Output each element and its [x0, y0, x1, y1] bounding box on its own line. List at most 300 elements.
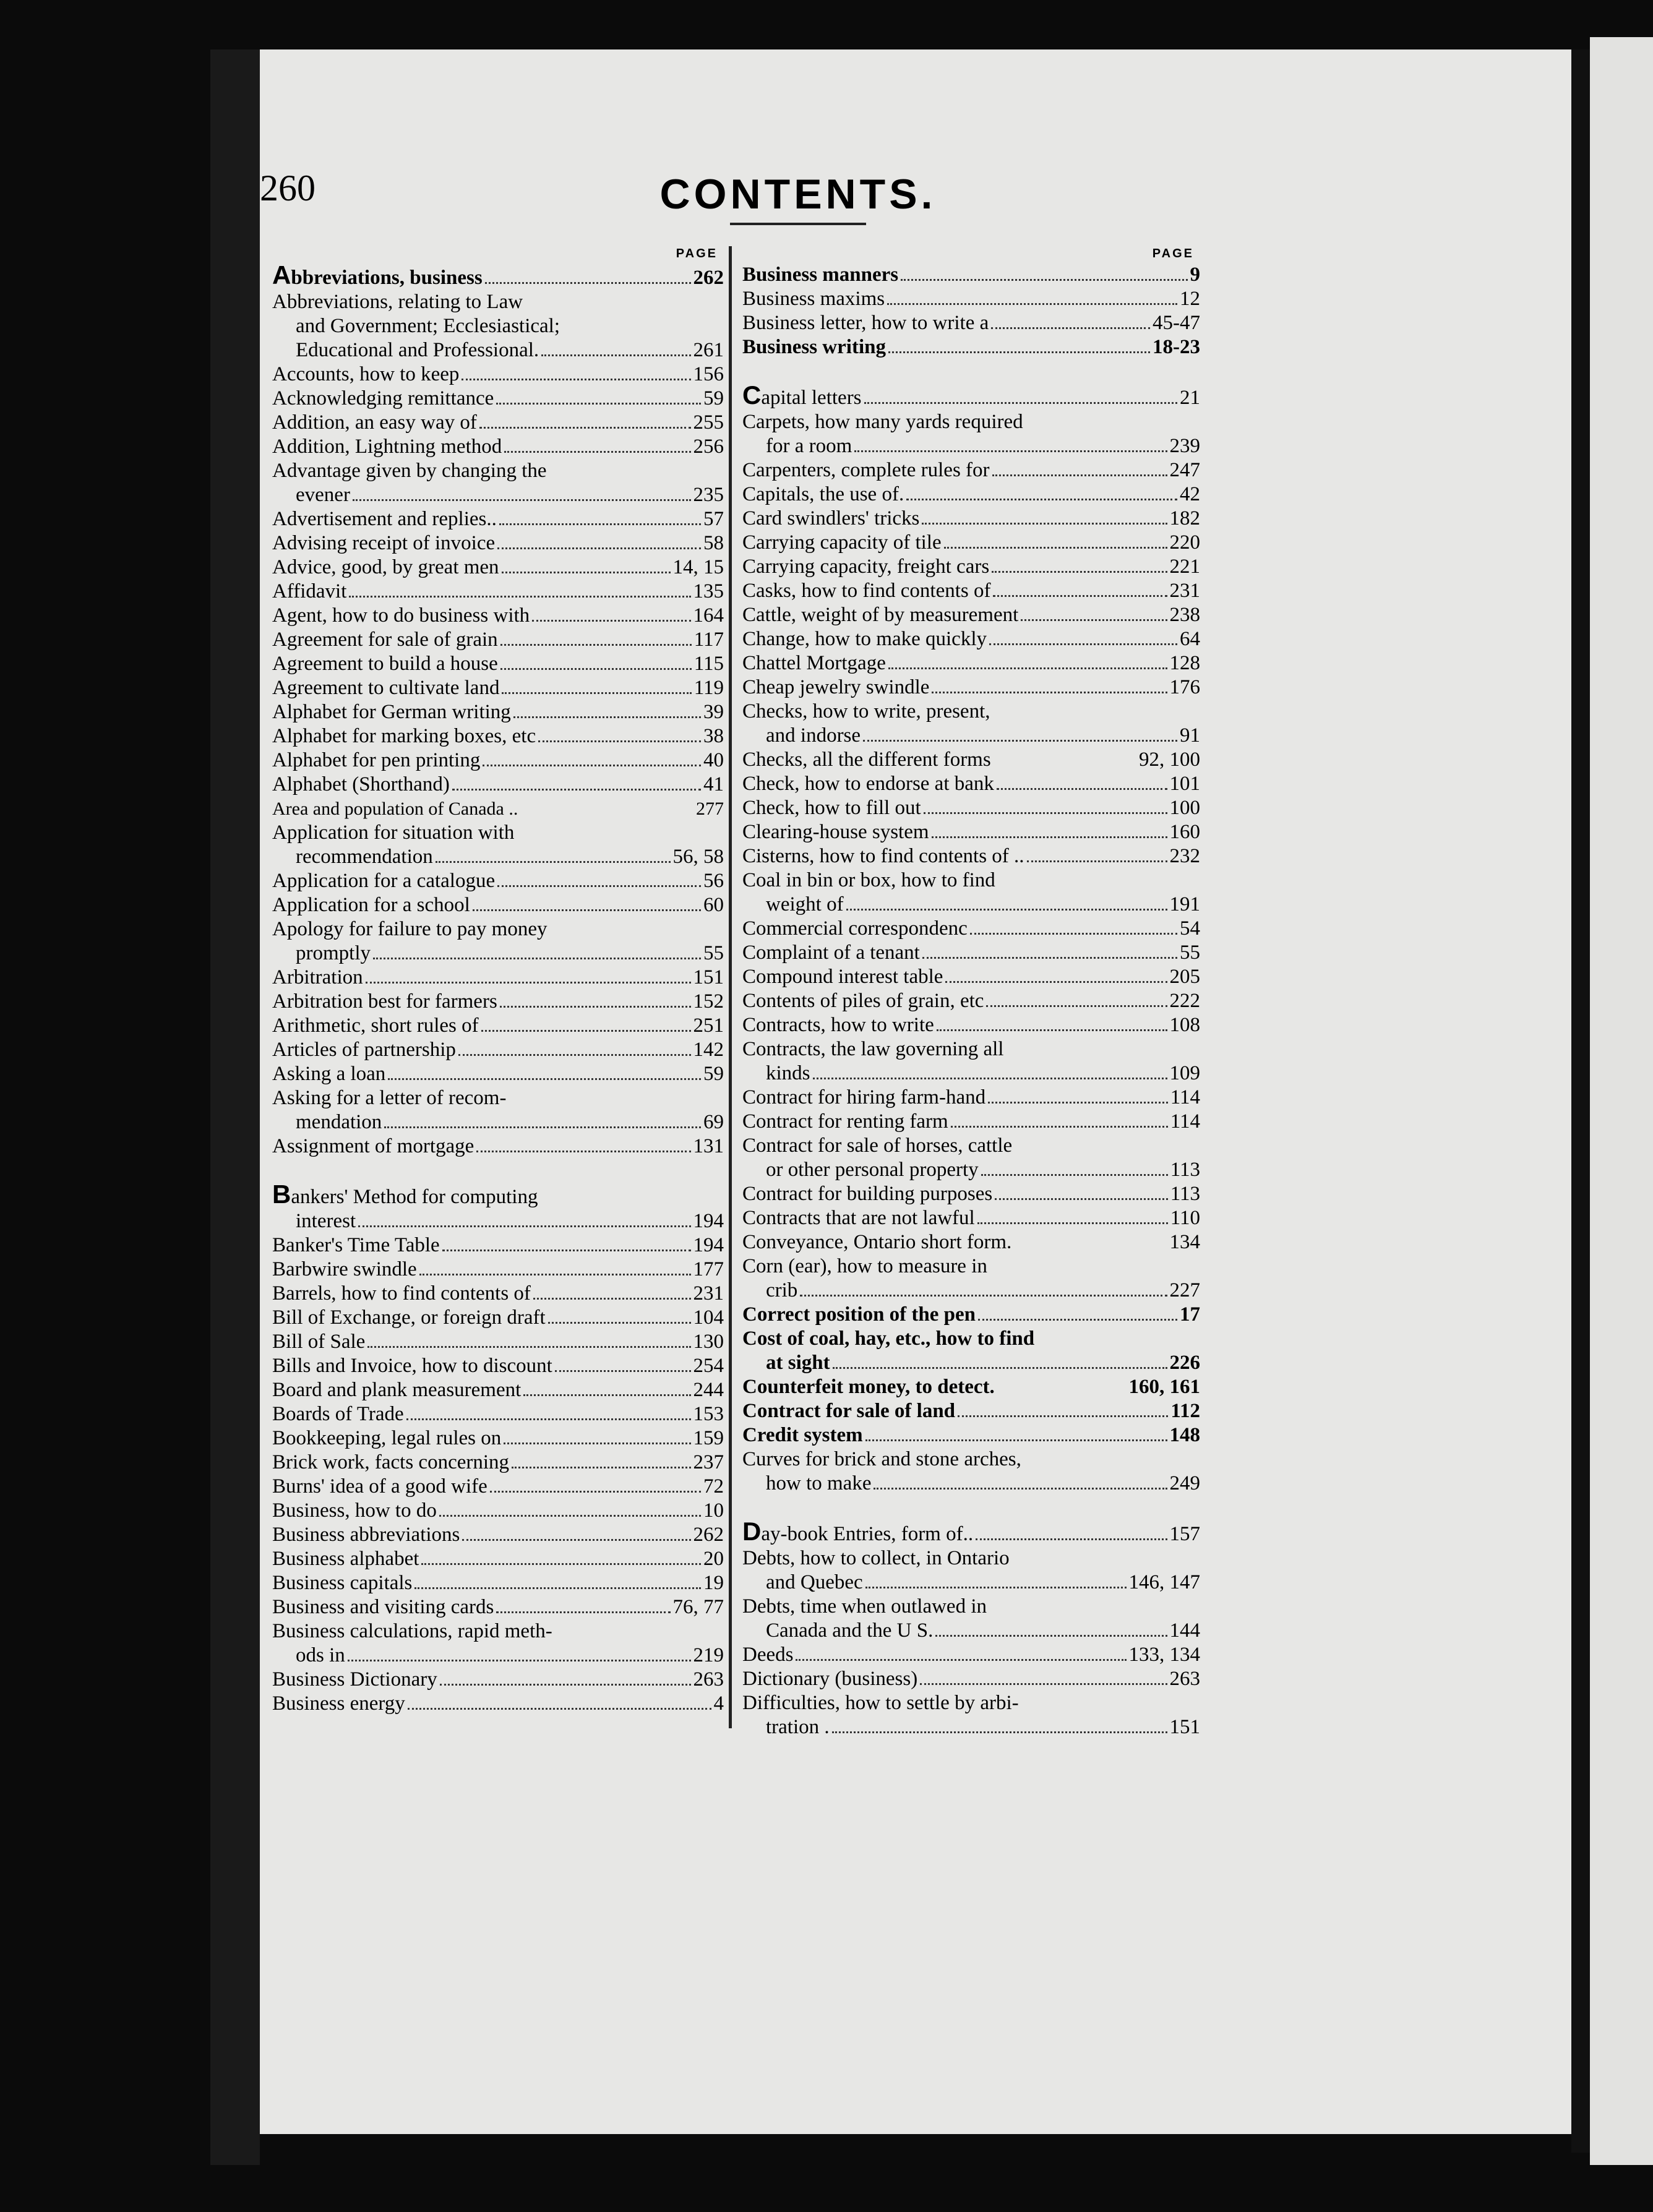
- entry-page: 144: [1169, 1619, 1200, 1642]
- entry-text: Agreement for sale of grain: [272, 628, 498, 651]
- leader-dots: [500, 1006, 691, 1008]
- entry-page: 109: [1169, 1062, 1200, 1084]
- entry-page: 146, 147: [1128, 1571, 1200, 1593]
- entry-list: [742, 263, 1200, 1739]
- entry-text: Addition, an easy way of: [272, 411, 477, 434]
- entry-text: Application for situation with: [272, 821, 515, 844]
- index-entry: [272, 652, 724, 676]
- entry-page: 57: [703, 508, 724, 530]
- entry-page: 249: [1169, 1472, 1200, 1494]
- leader-dots: [502, 572, 671, 573]
- leader-dots: [981, 1174, 1168, 1176]
- index-entry: [742, 627, 1200, 651]
- index-entry: [742, 507, 1200, 531]
- entry-text: ods in: [296, 1644, 345, 1666]
- leader-dots: [502, 692, 691, 694]
- entry-text: Check, how to endorse at bank: [742, 773, 994, 795]
- entry-text: Change, how to make quickly: [742, 628, 987, 650]
- index-entry: [742, 335, 1200, 359]
- index-entry: [272, 290, 724, 314]
- index-entry: [272, 845, 724, 869]
- index-entry: [272, 1692, 724, 1716]
- entry-text: Carrying capacity of tile: [742, 531, 942, 554]
- index-entry: [272, 435, 724, 459]
- entry-text: Asking for a letter of recom-: [272, 1087, 507, 1109]
- index-entry: [742, 1351, 1200, 1375]
- entry-text: Carrying capacity, freight cars: [742, 555, 990, 578]
- index-entry: [742, 287, 1200, 311]
- entry-page: 160, 161: [1128, 1376, 1200, 1398]
- index-entry: [272, 1499, 724, 1523]
- entry-text: evener: [296, 484, 350, 506]
- section-gap: [742, 359, 1200, 383]
- section-initial: C: [742, 380, 762, 409]
- entry-text: Agent, how to do business with: [272, 604, 530, 627]
- entry-text: and indorse: [766, 724, 861, 747]
- entry-text: Checks, all the different forms: [742, 748, 991, 771]
- leader-dots: [991, 327, 1150, 329]
- leader-dots: [887, 303, 1177, 305]
- leader-dots: [958, 1415, 1168, 1417]
- index-entry: [272, 1038, 724, 1062]
- entry-text: Check, how to fill out: [742, 797, 921, 819]
- index-entry: [272, 797, 724, 821]
- entry-page: 113: [1170, 1183, 1200, 1205]
- index-entry: [742, 1667, 1200, 1691]
- entry-page: 235: [693, 484, 724, 506]
- entry-text: Business calculations, rapid meth-: [272, 1620, 552, 1642]
- index-entry: [272, 1523, 724, 1547]
- entry-page: 262: [693, 267, 724, 289]
- entry-page: 152: [693, 990, 724, 1013]
- entry-list: [272, 260, 724, 1716]
- entry-page: 17: [1180, 1303, 1200, 1326]
- adjacent-page-edge: [1590, 37, 1653, 2165]
- index-entry: [272, 966, 724, 990]
- index-entry: [272, 604, 724, 628]
- entry-page: 40: [703, 749, 724, 771]
- index-entry: [742, 941, 1200, 965]
- entry-text: Complaint of a tenant: [742, 941, 920, 964]
- entry-text: Alphabet (Shorthand): [272, 773, 450, 795]
- index-entry: [272, 700, 724, 724]
- entry-text: Counterfeit money, to detect.: [742, 1376, 995, 1398]
- entry-text: Advantage given by changing the: [272, 460, 547, 482]
- entry-page: 69: [703, 1111, 724, 1133]
- entry-page: 112: [1170, 1400, 1200, 1422]
- leader-dots: [976, 1538, 1167, 1540]
- entry-page: 176: [1169, 676, 1200, 698]
- index-entry: [742, 1546, 1200, 1571]
- entry-page: 114: [1170, 1110, 1200, 1133]
- index-entry: [742, 700, 1200, 724]
- index-entry: [742, 724, 1200, 748]
- entry-text: Business maxims: [742, 288, 885, 310]
- entry-text: for a room: [766, 435, 852, 457]
- column-divider: [729, 246, 732, 1728]
- leader-dots: [384, 1126, 701, 1128]
- entry-page: 59: [703, 387, 724, 409]
- leader-dots: [813, 1078, 1167, 1079]
- leader-dots: [997, 788, 1167, 790]
- index-entry: [742, 531, 1200, 555]
- entry-text: Business letter, how to write a: [742, 312, 989, 334]
- entry-text: Correct position of the pen: [742, 1303, 976, 1326]
- index-entry: [272, 362, 724, 387]
- leader-dots: [796, 1659, 1126, 1661]
- entry-page: 72: [703, 1475, 724, 1498]
- entry-text: Brick work, facts concerning: [272, 1451, 510, 1473]
- index-entry: [272, 748, 724, 773]
- entry-page: 18-23: [1153, 336, 1200, 358]
- leader-dots: [906, 499, 1177, 500]
- entry-text: Educational and Professional.: [296, 339, 539, 361]
- index-entry: [742, 675, 1200, 700]
- index-entry: [742, 1158, 1200, 1182]
- leader-dots: [504, 451, 690, 453]
- section-initial: B: [272, 1180, 291, 1209]
- leader-dots: [406, 1418, 691, 1420]
- index-entry: [742, 1472, 1200, 1496]
- index-entry: [742, 1110, 1200, 1134]
- leader-dots: [995, 1198, 1168, 1200]
- leader-dots: [864, 402, 1177, 404]
- leader-dots: [854, 450, 1167, 452]
- index-entry: [272, 1209, 724, 1233]
- entry-text: Casks, how to find contents of: [742, 580, 991, 602]
- entry-text: Bankers' Method for computing: [272, 1180, 538, 1209]
- entry-text: Agreement to cultivate land: [272, 677, 500, 699]
- index-entry: [742, 772, 1200, 796]
- index-entry: [742, 1327, 1200, 1351]
- entry-text: Addition, Lightning method: [272, 435, 502, 458]
- entry-text: recommendation: [296, 846, 433, 868]
- entry-text: Business writing: [742, 336, 886, 358]
- index-entry: [272, 260, 724, 290]
- contents-column-left: [272, 244, 724, 1716]
- index-entry: [272, 1062, 724, 1086]
- entry-text: Canada and the U S.: [766, 1619, 934, 1642]
- entry-page: 238: [1169, 604, 1200, 626]
- entry-page: 9: [1190, 264, 1200, 286]
- leader-dots: [548, 1322, 691, 1324]
- entry-page: 91: [1180, 724, 1200, 747]
- index-entry: [742, 989, 1200, 1013]
- entry-page: 160: [1169, 821, 1200, 843]
- index-entry: [272, 555, 724, 580]
- leader-dots: [935, 1635, 1167, 1637]
- index-entry: [272, 1571, 724, 1595]
- entry-page: 255: [693, 411, 724, 434]
- leader-dots: [414, 1587, 701, 1589]
- entry-text: tration .: [766, 1716, 830, 1738]
- leader-dots: [462, 1539, 690, 1541]
- leader-dots: [473, 909, 701, 911]
- entry-page: 12: [1180, 288, 1200, 310]
- entry-text: Coal in bin or box, how to find: [742, 869, 995, 891]
- leader-dots: [992, 474, 1167, 476]
- leader-dots: [499, 523, 701, 525]
- entry-page: 133, 134: [1128, 1644, 1200, 1666]
- leader-dots: [993, 595, 1167, 597]
- entry-text: crib: [766, 1279, 798, 1301]
- leader-dots: [937, 1029, 1167, 1031]
- leader-dots: [458, 1054, 691, 1056]
- entry-text: Contract for renting farm: [742, 1110, 948, 1133]
- index-entry: [742, 603, 1200, 627]
- leader-dots: [989, 643, 1177, 645]
- entry-text: Abbreviations, business: [272, 260, 483, 289]
- leader-dots: [485, 282, 691, 284]
- entry-text: Carpets, how many yards required: [742, 411, 1023, 433]
- index-entry: [272, 990, 724, 1014]
- entry-page: 108: [1169, 1014, 1200, 1036]
- index-entry: [272, 1354, 724, 1378]
- leader-dots: [496, 403, 701, 405]
- entry-text: Asking a loan: [272, 1063, 386, 1085]
- entry-page: 117: [693, 628, 724, 651]
- entry-page: 227: [1169, 1279, 1200, 1301]
- index-entry: [272, 531, 724, 555]
- index-entry: [742, 917, 1200, 941]
- leader-dots: [481, 1030, 691, 1032]
- entry-page: 261: [693, 339, 724, 361]
- index-entry: [272, 1182, 724, 1209]
- entry-page: 262: [693, 1524, 724, 1546]
- index-entry: [742, 1254, 1200, 1279]
- leader-dots: [513, 716, 701, 718]
- entry-page: 134: [1169, 1231, 1200, 1253]
- leader-dots: [970, 933, 1177, 935]
- entry-text: Articles of partnership: [272, 1039, 456, 1061]
- entry-text: weight of: [766, 893, 844, 915]
- entry-page: 194: [693, 1210, 724, 1232]
- entry-text: Alphabet for marking boxes, etc: [272, 725, 536, 747]
- entry-page: 110: [1170, 1207, 1200, 1229]
- section-initial: A: [272, 260, 291, 289]
- entry-page: 156: [693, 363, 724, 385]
- index-entry: [742, 844, 1200, 868]
- index-entry: [272, 1426, 724, 1451]
- leader-dots: [408, 1708, 711, 1710]
- entry-text: Application for a school: [272, 894, 470, 916]
- index-entry: [742, 965, 1200, 989]
- entry-text: Application for a catalogue: [272, 870, 496, 892]
- index-entry: [272, 676, 724, 700]
- entry-text: Checks, how to write, present,: [742, 700, 990, 722]
- entry-text: Day-book Entries, form of..: [742, 1517, 974, 1546]
- leader-dots: [388, 1078, 701, 1080]
- leader-dots: [512, 1467, 690, 1468]
- leader-dots: [922, 957, 1177, 959]
- contents-column-right: [742, 244, 1200, 1739]
- entry-page: 131: [693, 1135, 724, 1157]
- entry-page: 254: [693, 1355, 724, 1377]
- index-entry: [742, 410, 1200, 434]
- entry-page: 231: [693, 1282, 724, 1305]
- leader-dots: [1021, 619, 1167, 621]
- entry-text: Dictionary (business): [742, 1668, 918, 1690]
- entry-page: 244: [693, 1379, 724, 1401]
- entry-text: Contents of piles of grain, etc: [742, 990, 984, 1012]
- index-entry: [742, 1643, 1200, 1667]
- page-gutter: [1571, 49, 1590, 2153]
- leader-dots: [440, 1684, 691, 1686]
- leader-dots: [500, 644, 692, 646]
- entry-page: 151: [693, 966, 724, 988]
- entry-page: 64: [1180, 628, 1200, 650]
- index-entry: [742, 1375, 1200, 1399]
- index-entry: [272, 1668, 724, 1692]
- index-entry: [272, 1595, 724, 1619]
- leader-dots: [452, 789, 701, 791]
- entry-text: or other personal property: [766, 1159, 979, 1181]
- entry-text: Burns' idea of a good wife: [272, 1475, 487, 1498]
- entry-text: Assignment of mortgage: [272, 1135, 474, 1157]
- leader-dots: [888, 351, 1150, 353]
- entry-text: Bills and Invoice, how to discount: [272, 1355, 552, 1377]
- index-entry: [742, 1399, 1200, 1423]
- entry-text: mendation: [296, 1111, 382, 1133]
- entry-page: 159: [693, 1427, 724, 1449]
- index-entry: [742, 1715, 1200, 1739]
- entry-page: 119: [693, 677, 724, 699]
- index-entry: [272, 1547, 724, 1571]
- page-column-label: PAGE: [676, 247, 718, 260]
- entry-text: Corn (ear), how to measure in: [742, 1255, 987, 1277]
- leader-dots: [922, 523, 1167, 525]
- entry-page: 263: [1169, 1668, 1200, 1690]
- leader-dots: [865, 1587, 1127, 1588]
- index-entry: [742, 482, 1200, 507]
- leader-dots: [353, 499, 691, 501]
- entry-page: 256: [693, 435, 724, 458]
- entry-text: Barrels, how to find contents of: [272, 1282, 531, 1305]
- entry-text: Commercial correspondenc: [742, 917, 968, 940]
- leader-dots: [992, 571, 1167, 573]
- index-entry: [272, 1475, 724, 1499]
- index-entry: [742, 1230, 1200, 1254]
- entry-page: 177: [693, 1258, 724, 1280]
- leader-dots: [483, 765, 701, 766]
- entry-text: Debts, time when outlawed in: [742, 1595, 987, 1618]
- index-entry: [272, 1258, 724, 1282]
- entry-text: promptly: [296, 942, 371, 964]
- entry-text: Business energy: [272, 1692, 405, 1715]
- index-entry: [742, 263, 1200, 287]
- entry-page: 277: [696, 799, 724, 819]
- entry-text: Arithmetic, short rules of: [272, 1014, 479, 1037]
- index-entry: [742, 434, 1200, 458]
- entry-text: Cost of coal, hay, etc., how to find: [742, 1327, 1035, 1350]
- leader-dots: [367, 1346, 690, 1348]
- entry-text: Business abbreviations: [272, 1524, 460, 1546]
- entry-text: Alphabet for pen printing: [272, 749, 481, 771]
- index-entry: [742, 893, 1200, 917]
- index-entry: [272, 1110, 724, 1134]
- index-entry: [742, 1303, 1200, 1327]
- entry-page: 100: [1169, 797, 1200, 819]
- leader-dots: [863, 740, 1177, 742]
- index-entry: [742, 1619, 1200, 1643]
- entry-text: Capital letters: [742, 380, 862, 409]
- index-entry: [272, 1306, 724, 1330]
- index-entry: [742, 380, 1200, 410]
- leader-dots: [462, 379, 690, 380]
- leader-dots: [1027, 860, 1167, 862]
- leader-dots: [497, 547, 701, 549]
- index-entry: [272, 1378, 724, 1402]
- entry-page: 157: [1169, 1523, 1200, 1545]
- index-entry: [272, 1233, 724, 1258]
- index-entry: [742, 868, 1200, 893]
- index-entry: [742, 1691, 1200, 1715]
- page-column-label: PAGE: [1152, 247, 1194, 260]
- entry-text: Contract for hiring farm-hand: [742, 1086, 986, 1108]
- entry-page: 10: [703, 1499, 724, 1522]
- entry-text: interest: [296, 1210, 356, 1232]
- index-entry: [272, 1402, 724, 1426]
- index-entry: [272, 1282, 724, 1306]
- entry-text: Bookkeeping, legal rules on: [272, 1427, 502, 1449]
- entry-text: Business Dictionary: [272, 1668, 437, 1691]
- leader-dots: [833, 1367, 1167, 1369]
- leader-dots: [555, 1370, 691, 1372]
- leader-dots: [932, 692, 1167, 693]
- entry-page: 42: [1180, 483, 1200, 505]
- entry-text: at sight: [766, 1352, 830, 1374]
- entry-page: 251: [693, 1014, 724, 1037]
- entry-page: 191: [1169, 893, 1200, 915]
- index-entry: [272, 507, 724, 531]
- entry-text: Card swindlers' tricks: [742, 507, 920, 529]
- leader-dots: [348, 1660, 691, 1661]
- leader-dots: [888, 667, 1167, 669]
- entry-page: 135: [693, 580, 724, 602]
- index-entry: [742, 1182, 1200, 1206]
- leader-dots: [538, 740, 701, 742]
- page-title: CONTENTS.: [659, 171, 937, 218]
- entry-text: Clearing-house system: [742, 821, 929, 843]
- leader-dots: [533, 1298, 691, 1300]
- entry-text: Conveyance, Ontario short form.: [742, 1231, 1012, 1253]
- entry-text: Cattle, weight of by measurement: [742, 604, 1019, 626]
- section-gap: [272, 1159, 724, 1182]
- index-entry: [742, 1013, 1200, 1037]
- leader-dots: [932, 836, 1167, 838]
- entry-page: 263: [693, 1668, 724, 1691]
- index-entry: [272, 1644, 724, 1668]
- leader-dots: [436, 861, 671, 863]
- leader-dots: [901, 279, 1187, 281]
- leader-dots: [988, 1102, 1168, 1104]
- entry-text: Curves for brick and stone arches,: [742, 1448, 1021, 1470]
- leader-dots: [977, 1222, 1168, 1224]
- entry-page: 58: [703, 532, 724, 554]
- index-entry: [272, 338, 724, 362]
- entry-text: Contract for sale of land: [742, 1400, 956, 1422]
- entry-page: 59: [703, 1063, 724, 1085]
- entry-page: 39: [703, 701, 724, 723]
- leader-dots: [439, 1515, 701, 1517]
- entry-text: Business manners: [742, 264, 899, 286]
- leader-dots: [944, 547, 1167, 549]
- index-entry: [742, 1061, 1200, 1086]
- entry-page: 239: [1169, 435, 1200, 457]
- entry-text: Cisterns, how to find contents of ..: [742, 845, 1024, 867]
- index-entry: [272, 1330, 724, 1354]
- entry-page: 38: [703, 725, 724, 747]
